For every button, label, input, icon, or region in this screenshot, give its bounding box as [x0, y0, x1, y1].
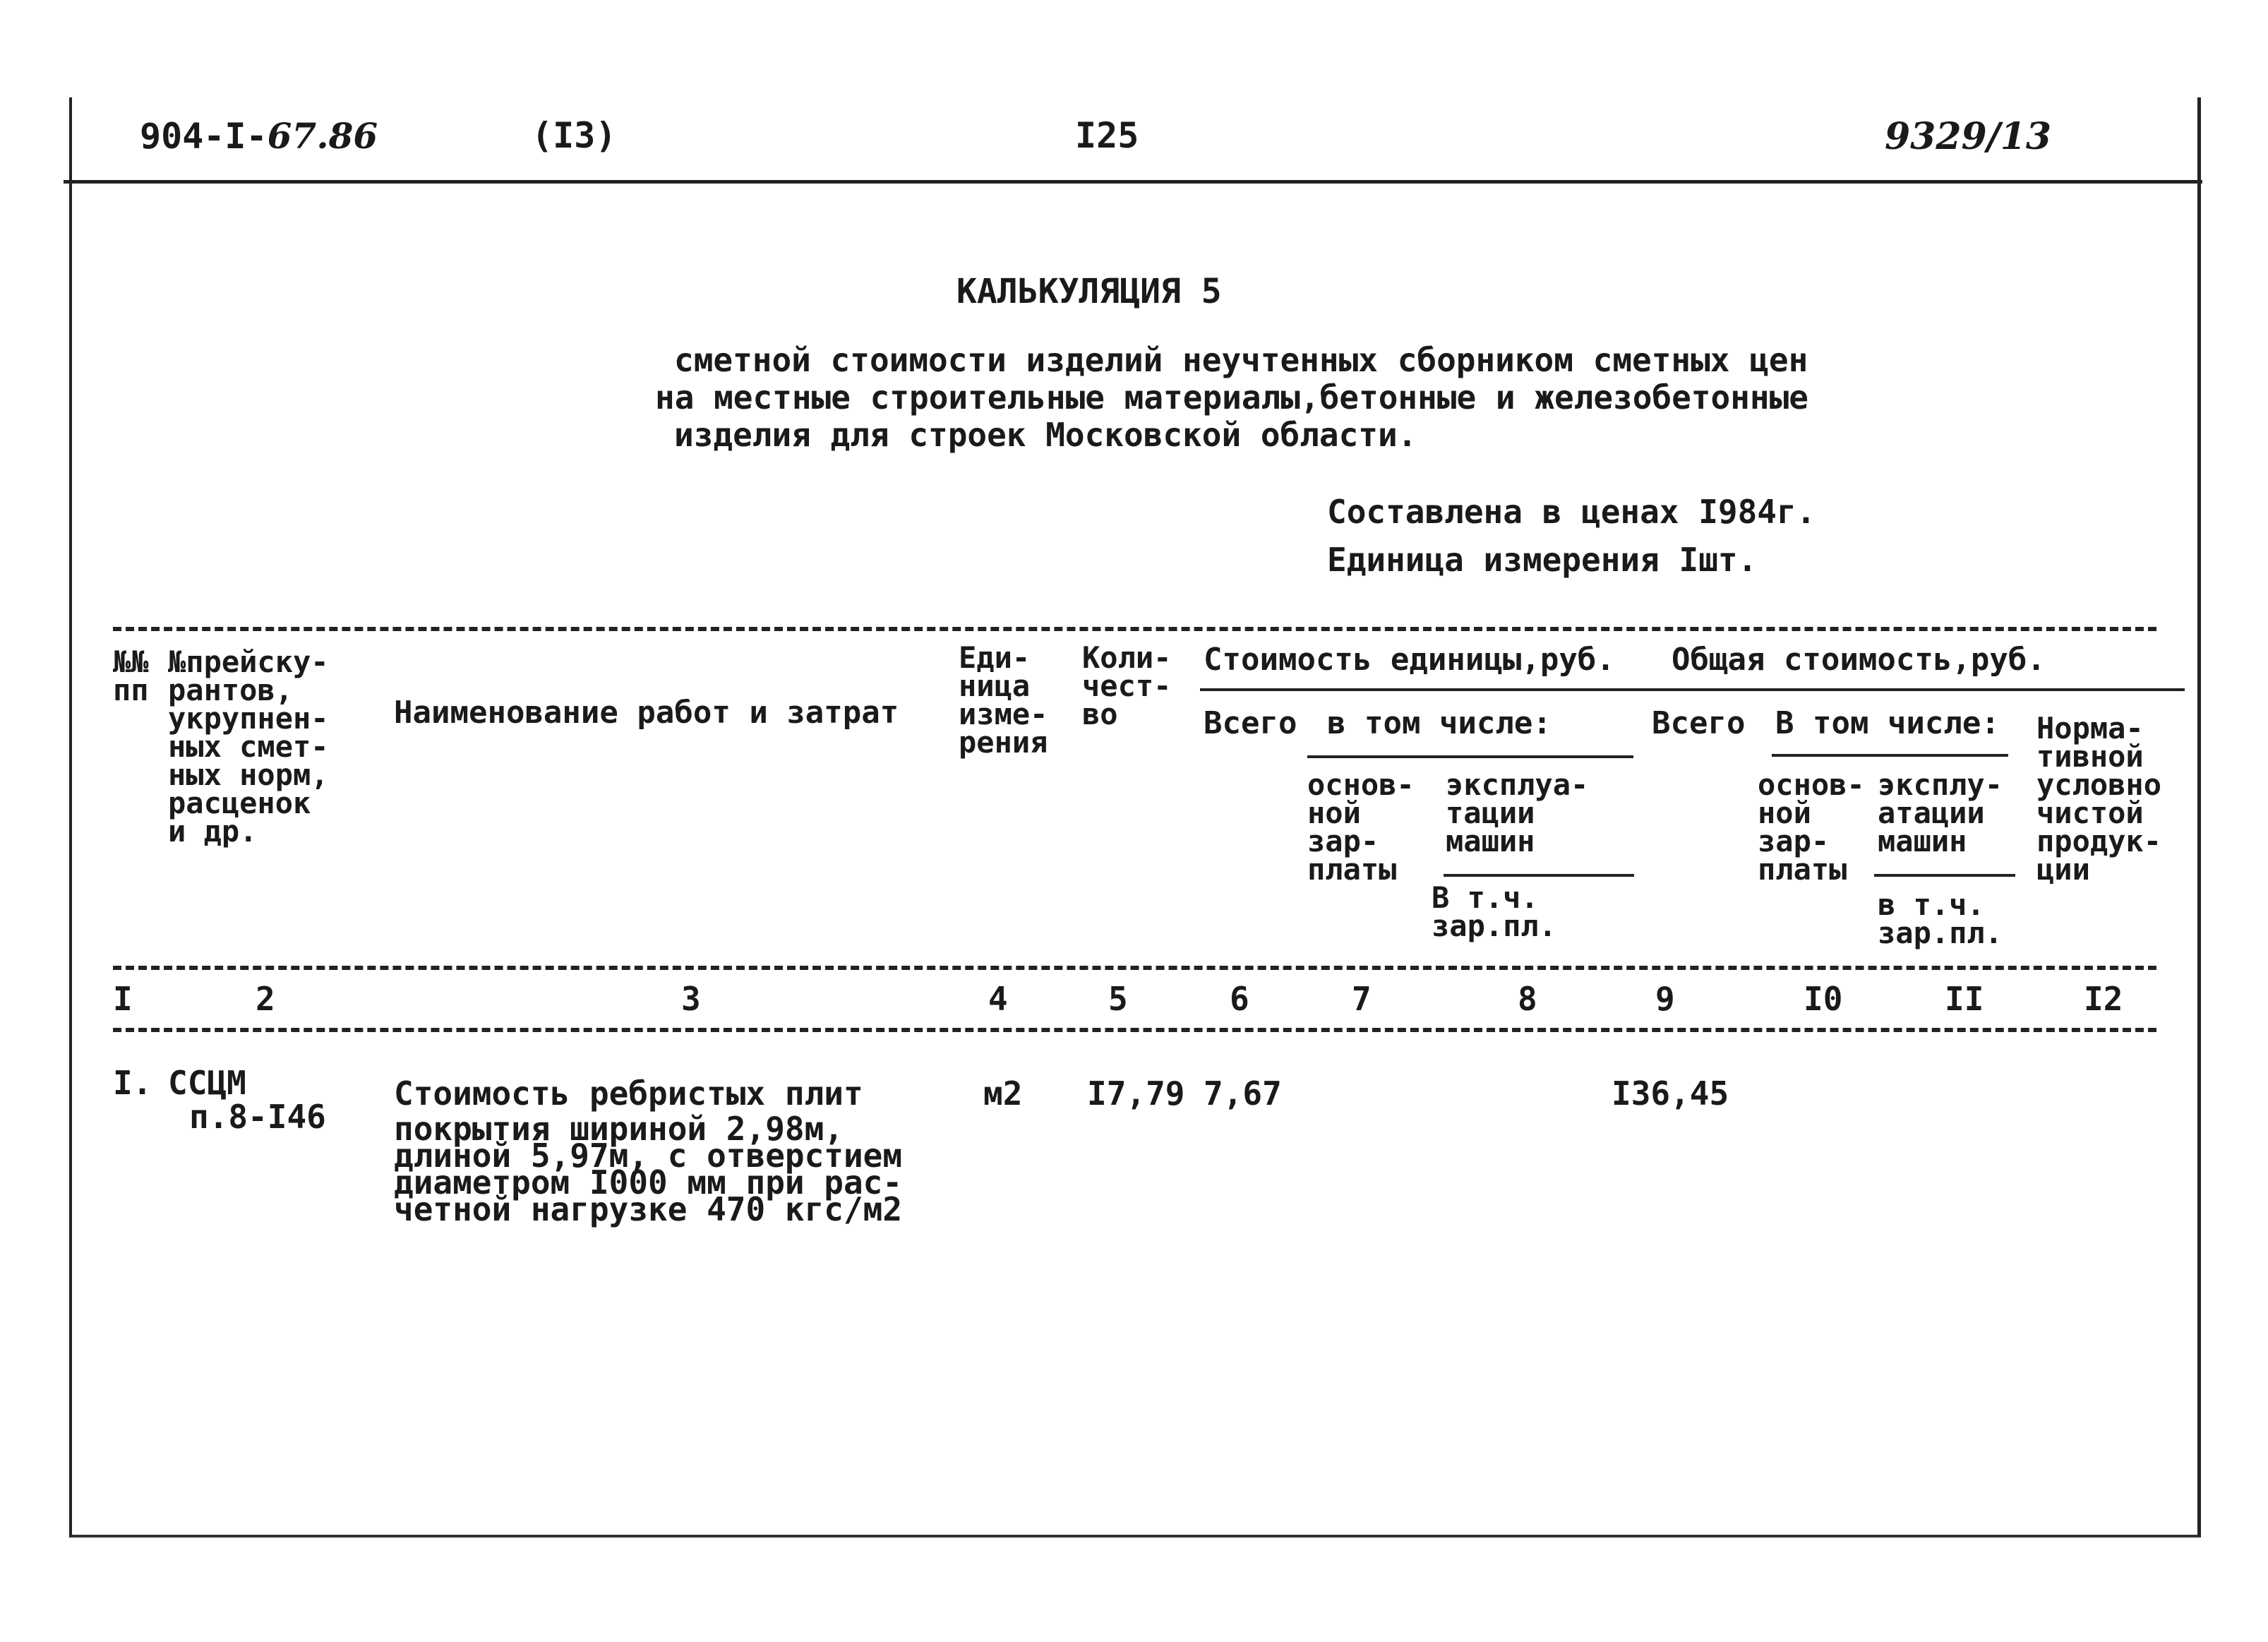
col-num-1: I: [113, 980, 133, 1018]
basic-wage-2-line: ной: [1758, 796, 1811, 830]
header-rule: [64, 180, 2202, 184]
machines-2-line: машин: [1878, 824, 1967, 858]
unit-of-measure: Единица измерения Iшт.: [1327, 541, 1758, 579]
normative-line: чистой: [2036, 796, 2144, 830]
total-cost-header: Общая стоимость,руб.: [1672, 642, 2046, 678]
incl-wage-2-header: [1878, 887, 2003, 950]
col-header-3: Наименование работ и затрат: [394, 695, 899, 731]
col2-line: укрупнен-: [168, 701, 329, 736]
machines-2-rule: [1874, 874, 2015, 877]
col-num-12: I2: [2084, 980, 2123, 1018]
col-num-7: 7: [1352, 980, 1372, 1018]
row-reference-line: п.8-I46: [189, 1098, 326, 1136]
incl-wage-2-line: зар.пл.: [1878, 916, 2003, 950]
row-quantity: I7,79: [1087, 1074, 1185, 1113]
basic-wage-2-line: зар-: [1758, 824, 1830, 858]
machines-line: машин: [1446, 824, 1535, 858]
col2-line: и др.: [168, 814, 258, 849]
basic-wage-line: платы: [1307, 852, 1397, 887]
row-description-line: длиной 5,97м, с отверстием: [394, 1137, 903, 1175]
col4-line: Еди-: [959, 640, 1031, 675]
numbers-bottom-rule: [113, 1028, 2156, 1032]
total-incl-rule: [1772, 754, 2008, 757]
inventory-number: 9329/13: [1885, 115, 2052, 158]
machines-2-line: эксплу-: [1878, 767, 2003, 802]
basic-wage-line: ной: [1307, 796, 1361, 830]
col4-line: рения: [959, 725, 1048, 760]
col-num-9: 9: [1655, 980, 1675, 1018]
col-num-8: 8: [1518, 980, 1537, 1018]
col2-line: №прейску-: [168, 645, 329, 679]
col5-line: во: [1082, 697, 1118, 731]
incl-wage-header: [1432, 880, 1557, 943]
table-top-rule: [113, 627, 2156, 631]
page-number: I25: [1075, 115, 1139, 156]
incl-wage-2-line: в т.ч.: [1878, 887, 1985, 922]
normative-line: ции: [2036, 852, 2090, 887]
col2-line: расценок: [168, 786, 311, 820]
cost-header-rule: [1200, 688, 2185, 691]
machines-2-line: атации: [1878, 796, 1985, 830]
title-line-3: изделия для строек Московской области.: [674, 416, 1417, 454]
document-code-typed: 904-I-: [140, 116, 268, 157]
col-num-4: 4: [988, 980, 1008, 1018]
basic-wage-2-line: основ-: [1758, 767, 1865, 802]
row-description-line: диаметром I000 мм при рас-: [394, 1163, 903, 1201]
machines-2-header: [1878, 767, 2003, 858]
col2-line: ных норм,: [168, 757, 329, 792]
total-total-header: Всего: [1652, 705, 1746, 741]
document-code: [140, 115, 378, 157]
col-num-5: 5: [1108, 980, 1128, 1018]
row-unit: м2: [983, 1074, 1023, 1113]
basic-wage-line: зар-: [1307, 824, 1379, 858]
col-header-2: [168, 645, 329, 849]
unit-total-header: Всего: [1204, 705, 1297, 741]
col-header-1: [113, 645, 149, 707]
col-num-3: 3: [681, 980, 701, 1018]
normative-line: продук-: [2036, 824, 2162, 858]
col5-line: чест-: [1082, 669, 1172, 703]
col-num-6: 6: [1230, 980, 1249, 1018]
row-description-line: четной нагрузке 470 кгс/м2: [394, 1190, 903, 1228]
col1-line: пп: [113, 673, 149, 707]
row-total-cost: I36,45: [1612, 1074, 1729, 1113]
unit-incl-header: в том числе:: [1327, 705, 1552, 741]
total-incl-header: В том числе:: [1775, 705, 2000, 741]
header-bottom-rule: [113, 966, 2156, 970]
col-num-11: II: [1945, 980, 1984, 1018]
incl-wage-line: зар.пл.: [1432, 909, 1557, 943]
row-reference-line: ССЦМ: [168, 1064, 246, 1102]
normative-line: условно: [2036, 767, 2162, 802]
unit-cost-header: Стоимость единицы,руб.: [1204, 642, 1615, 678]
machines-rule: [1444, 874, 1634, 877]
price-basis: Составлена в ценах I984г.: [1327, 493, 1816, 531]
col4-line: ница: [959, 669, 1031, 703]
machines-header: [1446, 767, 1589, 858]
normative-line: Норма-: [2036, 711, 2144, 745]
row-description: [394, 1074, 903, 1228]
title-line-2: на местные строительные материалы,бетонные и железобетонные: [655, 378, 1808, 417]
normative-line: тивной: [2036, 739, 2144, 774]
col-header-5: [1082, 640, 1172, 731]
unit-incl-rule: [1307, 755, 1633, 758]
col2-line: ных смет-: [168, 729, 329, 764]
row-reference: [168, 1064, 326, 1136]
machines-line: тации: [1446, 796, 1535, 830]
row-description-line: покрытия шириной 2,98м,: [394, 1110, 844, 1148]
album-number: (I3): [532, 115, 617, 156]
basic-wage-2-header: [1758, 767, 1865, 887]
col-num-10: I0: [1804, 980, 1843, 1018]
col-header-4: [959, 640, 1048, 760]
basic-wage-header: [1307, 767, 1415, 887]
row-unit-cost: 7,67: [1204, 1074, 1282, 1113]
col2-line: рантов,: [168, 673, 294, 707]
col4-line: изме-: [959, 697, 1048, 731]
row-description-line: Стоимость ребристых плит: [394, 1074, 863, 1113]
document-code-handwritten: 67.86: [267, 115, 378, 157]
row-number: I.: [113, 1064, 152, 1102]
machines-line: эксплуа-: [1446, 767, 1589, 802]
calc-heading: КАЛЬКУЛЯЦИЯ 5: [956, 272, 1222, 311]
col1-line: №№: [113, 645, 149, 679]
title-line-1: сметной стоимости изделий неучтенных сборником сметных цен: [674, 341, 1808, 379]
normative-header: [2036, 711, 2162, 887]
col-num-2: 2: [256, 980, 275, 1018]
col5-line: Коли-: [1082, 640, 1172, 675]
basic-wage-line: основ-: [1307, 767, 1415, 802]
basic-wage-2-line: платы: [1758, 852, 1847, 887]
incl-wage-line: В т.ч.: [1432, 880, 1539, 915]
